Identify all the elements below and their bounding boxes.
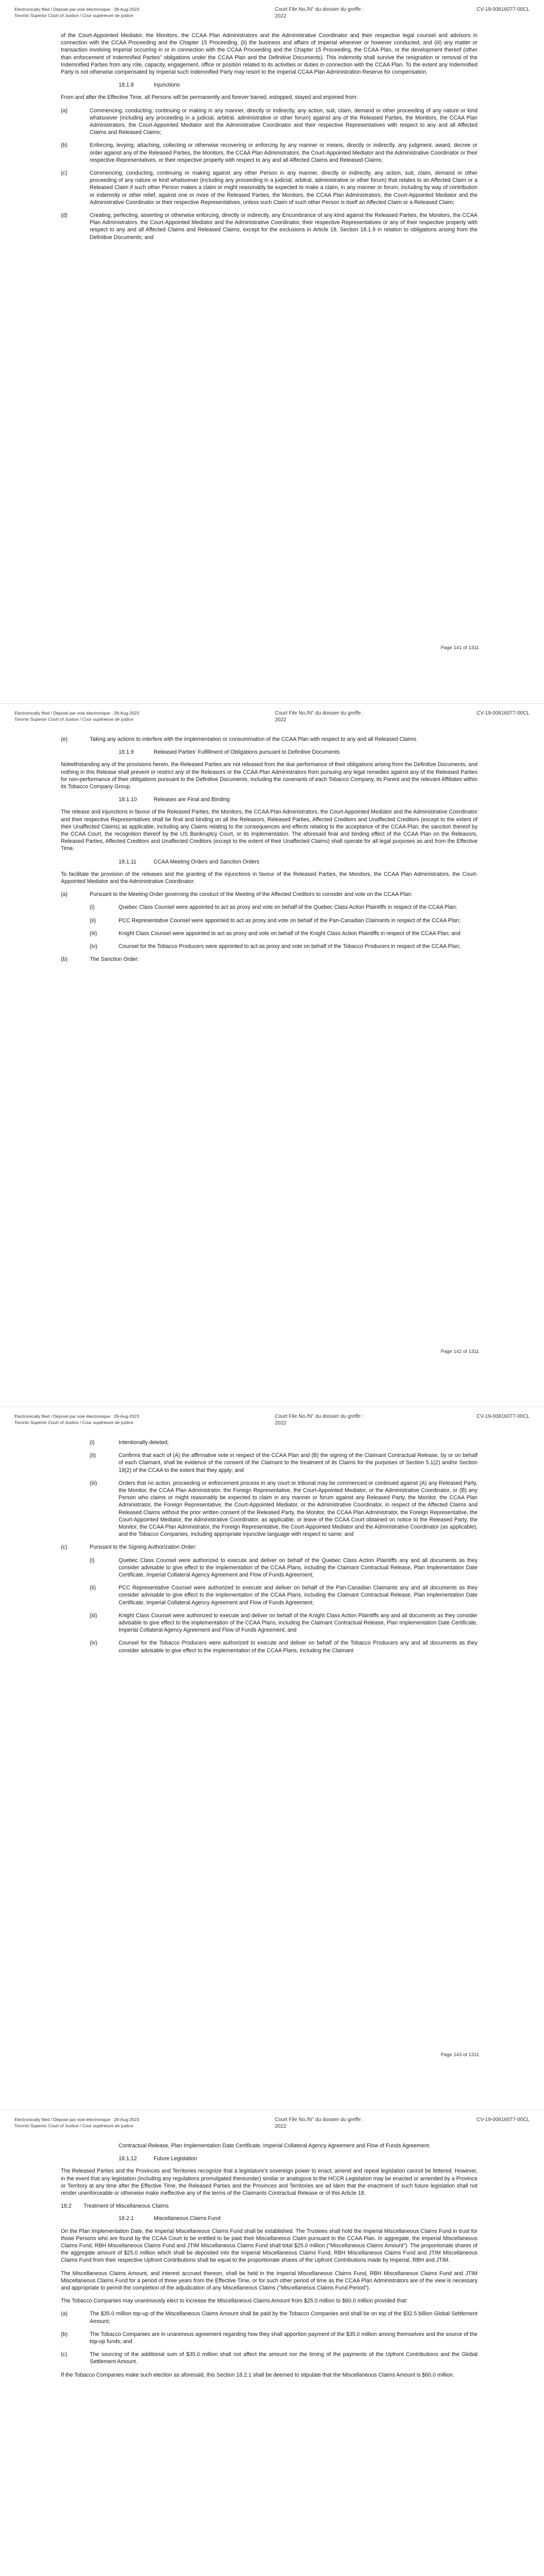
court-file-number: CV-19-00616077-00CL xyxy=(476,7,530,12)
page-header xyxy=(14,6,530,27)
page-header xyxy=(14,710,530,731)
efiling-stamp: Electronically filed / Déposé par voie électronique : 28-Aug-2023 Toronto Superior Court of Justice / Cour supérieure de justice xyxy=(14,710,139,722)
section-heading: 18.1.8 Injunctions xyxy=(119,82,180,89)
section-heading: 18.1.12 Future Legislation xyxy=(119,2156,197,2162)
page-header xyxy=(14,1413,530,1434)
paragraph: of the Court-Appointed Mediator, the Monitors, the CCAA Plan Administrators and the Administrative Coordinator and their respective legal counsel and advisors in connection with the CCAA Proceeding and the Chapter 15 Proceeding, (ii) the business and affairs of Imperial wherever or however conducted, and (iii) any matter or transaction involving Imperial occurring in or in connection with the CCAA Proceeding and the Chapter 15 Proceeding, the CCAA Plan, or the development thereof (other than enforcement of Indemnified Parties" obligations under the CCAA Plan and the Definitive Documents). This indemnity shall survive the resignation or removal of the Indemnified Parties from any role, capacity, engagement, office or position related to its activities or duties in connection with the CCAA Plan. To the extent any Indemnified Party is not otherwise compensated by Imperial such Indemnified Party may resort to the Imperial CCAA Plan Administration Reserve for compensation. xyxy=(61,32,477,76)
court-file-label: Court File No./N° du dossier du greffe : 2022 xyxy=(275,710,364,723)
sub-list-item: (iii) Knight Class Counsel were authorized to execute and deliver on behalf of the Knight Class Action Plaintiffs any and all documents as they consider advisable to give effect to the implementation of the CCAA Plans, including the Claimant Contractual Release, Plan Implementation Date Certificate, Imperial Collateral Agency Agreement and Flow of Funds Agreement; and xyxy=(90,1612,477,1634)
paragraph: Notwithstanding any of the provisions herein, the Released Parties are not released from the due performance of their obligations arising from the Definitive Documents, and nothing in this Release shall prevent or restrict any of the Releasors or the CCAA Plan Administrators from pursuing any legal remedies against any of the Released Parties for non-performance of their obligations pursuant to the Definitive Documents, including the covenants of each Tobacco Company, its Parent and the relevant Affiliates within its Tobacco Company Group. xyxy=(61,761,477,790)
sub-list-item: (ii) PCC Representative Counsel were authorized to execute and deliver on behalf of the Pan-Canadian Claimants any and all documents as they consider advisable to give effect to the implementation of the CCAA Plans, including the Claimant Contractual Release, Plan Implementation Date Certificate, Imperial Collateral Agency Agreement and Flow of Funds Agreement; xyxy=(90,1585,477,1606)
paragraph: The Miscellaneous Claims Amount, and interest accrued thereon, shall be held in the Imperial Miscellaneous Claims Fund, RBH Miscellaneous Claims Fund and JTIM Miscellaneous Claims Fund for a period of three years from the Effective Time, or for such other period of time as the CCAA Plan Administrators are of the view is necessary and appropriate to permit the completion of the adjudication of any Miscellaneous Claims ("Miscellaneous Claims Fund Period"). xyxy=(61,2270,477,2292)
sub-list-item: (i) Quebec Class Counsel were appointed to act as proxy and vote on behalf of the Quebec Class Action Plaintiffs in respect of the CCAA Plan; xyxy=(90,904,457,911)
paragraph: If the Tobacco Companies make such election as aforesaid, this Section 18.2.1 shall be deemed to stipulate that the Miscellaneous Claims Amount is $60.0 million. xyxy=(61,2371,454,2378)
document-page xyxy=(0,703,544,1406)
court-file-number: CV-19-00616077-00CL xyxy=(476,2117,530,2123)
list-item: (c) The sourcing of the additional sum of $35.0 million shall not affect the amount nor the timing of the payments of the Upfront Contributions and the Global Settlement Amount. xyxy=(61,2351,477,2365)
sub-list-item: (iii) Knight Class Counsel were appointed to act as proxy and vote on behalf of the Knight Class Action Plaintiffs in respect of the CCAA Plan; and xyxy=(90,930,460,937)
list-item: (a) Pursuant to the Meeting Order governing the conduct of the Meeting of the Affected Creditors to consider and vote on the CCAA Plan: xyxy=(61,891,413,898)
list-item: (c) Commencing, conducting, continuing or making against any other Person in any manner, directly or indirectly, any action, suit, claim, demand or other proceeding of any nature or kind whatsoever (including any proceeding in a judicial, arbitral, administrative or other forum) that relates to an Affected Claim or a Released Claim if such other Person makes a claim or might reasonably be expected to make a claim, in any manner or forum, including by way of contribution or indemnity or other relief, against one or more of the Released Parties, the Monitors, the CCAA Plan Administrators, the Court-Appointed Mediator and the Administrative Coordinator or their respective Representatives, unless such Claim of such other Person is itself an Affected Claim or a Released Claim; xyxy=(61,170,477,206)
list-item: (b) The Tobacco Companies are in unanimous agreement regarding how they shall apportion payment of the $35.0 million among themselves and the source of the top-up funds; and xyxy=(61,2331,477,2345)
paragraph: The Released Parties and the Provinces and Territories recognize that a legislature's sovereign power to enact, amend and repeal legislation cannot be fettered. However, in the event that any legislation (including any regulations promulgated thereunder) similar or analogous to the HCCR Legislation may be enacted or amended by a Province or Territory at any time after the Effective Time, the Released Parties and the Provinces and Territories are ad idem that the enactment of such future legislation shall not render unenforceable or otherwise make ineffective any of the terms of the Claimants Contractual Release or of this Article 18. xyxy=(61,2168,477,2197)
list-item: (c) Pursuant to the Signing Authorization Order: xyxy=(61,1544,197,1551)
sub-list-item: (iv) Counsel for the Tobacco Producers were appointed to act as proxy and vote on behalf of the Tobacco Producers in respect of the CCAA Plan; xyxy=(90,943,460,950)
page-body xyxy=(61,32,477,247)
section-heading: 18.1.11 CCAA Meeting Orders and Sanction Orders xyxy=(119,858,259,865)
list-item: (b) Enforcing, levying, attaching, collecting or otherwise recovering or enforcing by any manner or means, directly or indirectly, any judgment, award, decree or order against any of the Released Parties, the Monitors, the CCAA Plan Administrators, the Court-Appointed Mediator and the Administrative Coordinator or their respective Representatives, or their respective property with respect to any and all Affected Claims and Released Claims; xyxy=(61,142,477,163)
sub-list-item: (iii) Orders that no action, proceeding or enforcement process in any court or tribunal may be commenced or continued against (A) any Released Party, the Monitor, the CCAA Plan Administrator, the Foreign Representative, the Court-Appointed Mediator, or the Administrative Coordinator, or (B) any Person who claims or might reasonably be expected to claim in any manner or forum against any Released Party, the Monitor, the CCAA Plan Administrator, the Foreign Representative, the Court-Appointed Mediator, or the Administrative Coordinator, in respect of the Affected Claims and Released Claims without the prior written consent of the Released Party, the Monitor, the CCAA Plan Administrator, the Foreign Representative, the Court-Appointed Mediator, the Administrative Coordinator, as applicable, or leave of the CCAA Court obtained on notice to the Released Party, the Monitor, the CCAA Plan Administrator, the Foreign Representative, the Court-Appointed Mediator and the Administrative Coordinator (as applicable), and the Tobacco Companies, including appropriate injunctive language with respect to same; and xyxy=(90,1480,477,1538)
paragraph: To facilitate the provision of the releases and the granting of the injunctions in favour of the Released Parties, the Monitors, the CCAA Plan Administrators, the Court-Appointed Mediator and the Administrative Coordinator: xyxy=(61,871,477,885)
paragraph: Contractual Release, Plan Implementation Date Certificate, Imperial Collateral Agency Agreement and Flow of Funds Agreement. xyxy=(119,2143,431,2149)
sub-list-item: (ii) PCC Representative Counsel were appointed to act as proxy and vote on behalf of the Pan-Canadian Claimants in respect of the CCAA Plan; xyxy=(90,917,461,924)
paragraph: On the Plan Implementation Date, the Imperial Miscellaneous Claims Fund shall be established. The Trustees shall hold the Imperial Miscellaneous Claims Fund in trust for those Persons who are found by the CCAA Court to be entitled to be paid their Miscellaneous Claim pursuant to the CCAA Plan. In aggregate, the Imperial Miscellaneous Claims Fund, RBH Miscellaneous Claims Fund and JTIM Miscellaneous Claims Fund shall total $25.0 million ("Miscellaneous Claims Amount"). The proportionate shares of the aggregate amount of $25.0 million which shall be deposited into the Imperial Miscellaneous Claims Fund, RBH Miscellaneous Claims Fund and JTIM Miscellaneous Claims Fund from their respective Upfront Contributions shall be equal to the proportionate shares of the Upfront Contributions made by Imperial, RBH and JTIM. xyxy=(61,2228,477,2264)
paragraph: The release and injunctions in favour of the Released Parties, the Monitors, the CCAA Plan Administrators, the Court-Appointed Mediator and the Administrative Coordinator and their respective Representatives shall be final and binding on all the Releasors, Released Parties, Affected Creditors and Unaffected Creditors (except to the extent of their Unaffected Claims) as applicable, including any Claims relating to the consequences and effects relating to the acceptance of the CCAA Plan, the sanction thereof by the CCAA Court, the recognition thereof by the US Bankruptcy Court, or its implementation. The aforesaid final and binding effect of the CCAA Plan on the Releasors, Released Parties, Affected Creditors and Unaffected Creditors (except to the extent of their Unaffected Claims) shall operate for all legal purposes as and from the Effective Time. xyxy=(61,809,477,852)
section-heading: 18.1.9 Released Parties' Fulfillment of Obligations pursuant to Definitive Documents xyxy=(119,749,340,756)
section-heading: 18.2 Treatment of Miscellaneous Claims xyxy=(61,2203,169,2210)
page-body xyxy=(61,2142,477,2384)
efiling-stamp: Electronically filed / Déposé par voie électronique : 28-Aug-2023 Toronto Superior Court of Justice / Cour supérieure de justice xyxy=(14,7,139,18)
sub-list-item: (i) Quebec Class Counsel were authorized to execute and deliver on behalf of the Quebec Class Action Plaintiffs any and all documents as they consider advisable to give effect to the implementation of the CCAA Plans, including the Claimant Contractual Release, Plan Implementation Date Certificate, Imperial Collateral Agency Agreement and Flow of Funds Agreement; xyxy=(90,1557,477,1579)
paragraph: From and after the Effective Time, all Persons will be permanently and forever barred, estopped, stayed and enjoined from: xyxy=(61,94,358,101)
page-body xyxy=(61,736,477,969)
paragraph: The Tobacco Companies may unanimously elect to increase the Miscellaneous Claims Amount from $25.0 million to $60.0 million provided that: xyxy=(61,2298,408,2304)
court-file-label: Court File No./N° du dossier du greffe : 2022 xyxy=(275,2117,364,2129)
court-file-number: CV-19-00616077-00CL xyxy=(476,1414,530,1419)
document-page xyxy=(0,0,544,703)
page-header xyxy=(14,2116,530,2137)
section-heading: 18.2.1 Miscellaneous Claims Fund xyxy=(119,2215,221,2222)
sub-list-item: (i) Intentionally deleted; xyxy=(90,1439,169,1446)
efiling-stamp: Electronically filed / Déposé par voie électronique : 28-Aug-2023 Toronto Superior Court of Justice / Cour supérieure de justice xyxy=(14,1414,139,1425)
document-page xyxy=(0,1406,544,2110)
page-number: Page 141 of 1311 xyxy=(440,645,479,651)
list-item: (d) Creating, perfecting, asserting or otherwise enforcing, directly or indirectly, any Encumbrance of any kind against the Released Parties, the Monitors, the CCAA Plan Administrators, the Court-Appointed Mediator and the Administrative Coordinator, their respective Representatives or any of their respective property with respect to any and all Affected Claims and Released Claims, except for the exclusions in Article 18, Section 18.1.9 in relation to obligations arising from the Definitive Documents; and xyxy=(61,212,477,241)
sub-list-item: (ii) Confirms that each of (A) the affirmative vote in respect of the CCAA Plan and (B) the signing of the Claimant Contractual Release, by or on behalf of each Claimant, shall be evidence of the consent of the Claimant to the treatment of its Claims for the purposes of Section 5.1(2) and/or Section 19(2) of the CCAA to the extent that they apply; and xyxy=(90,1452,477,1473)
court-file-label: Court File No./N° du dossier du greffe : 2022 xyxy=(275,1414,364,1426)
list-item: (a) Commencing, conducting, continuing or making in any manner, directly or indirectly, any action, suit, claim, demand or other proceeding of any nature or kind whatsoever (including any proceeding in a judicial, arbitral, administrative or other forum) against any of the Released Parties, the Monitors, the CCAA Plan Administrators, the Court-Appointed Mediator and the Administrative Coordinator and their respective Representatives with respect to any and all Affected Claims and Released Claims; xyxy=(61,107,477,136)
court-file-number: CV-19-00616077-00CL xyxy=(476,710,530,716)
court-file-label: Court File No./N° du dossier du greffe : 2022 xyxy=(275,7,364,19)
sub-list-item: (iv) Counsel for the Tobacco Producers were authorized to execute and deliver on behalf of the Tobacco Producers any and all documents as they consider advisable to give effect to the implementation of the CCAA Plans, including the Claimant xyxy=(90,1640,477,1654)
page-number: Page 142 of 1311 xyxy=(440,1349,479,1354)
list-item: (b) The Sanction Order: xyxy=(61,956,139,963)
document-page xyxy=(0,2110,544,2576)
page-body xyxy=(61,1439,477,1660)
list-item: (a) The $35.0 million top-up of the Miscellaneous Claims Amount shall be paid by the Tobacco Companies and shall be on top of the $32.5 billion Global Settlement Amount; xyxy=(61,2311,477,2325)
page-number: Page 143 of 1311 xyxy=(440,2052,479,2058)
efiling-stamp: Electronically filed / Déposé par voie électronique : 28-Aug-2023 Toronto Superior Court of Justice / Cour supérieure de justice xyxy=(14,2117,139,2128)
section-heading: 18.1.10 Releases are Final and Binding xyxy=(119,796,230,803)
list-item: (e) Taking any actions to interfere with the implementation or consummation of the CCAA Plan with respect to any and all Released Claims. xyxy=(61,736,418,742)
